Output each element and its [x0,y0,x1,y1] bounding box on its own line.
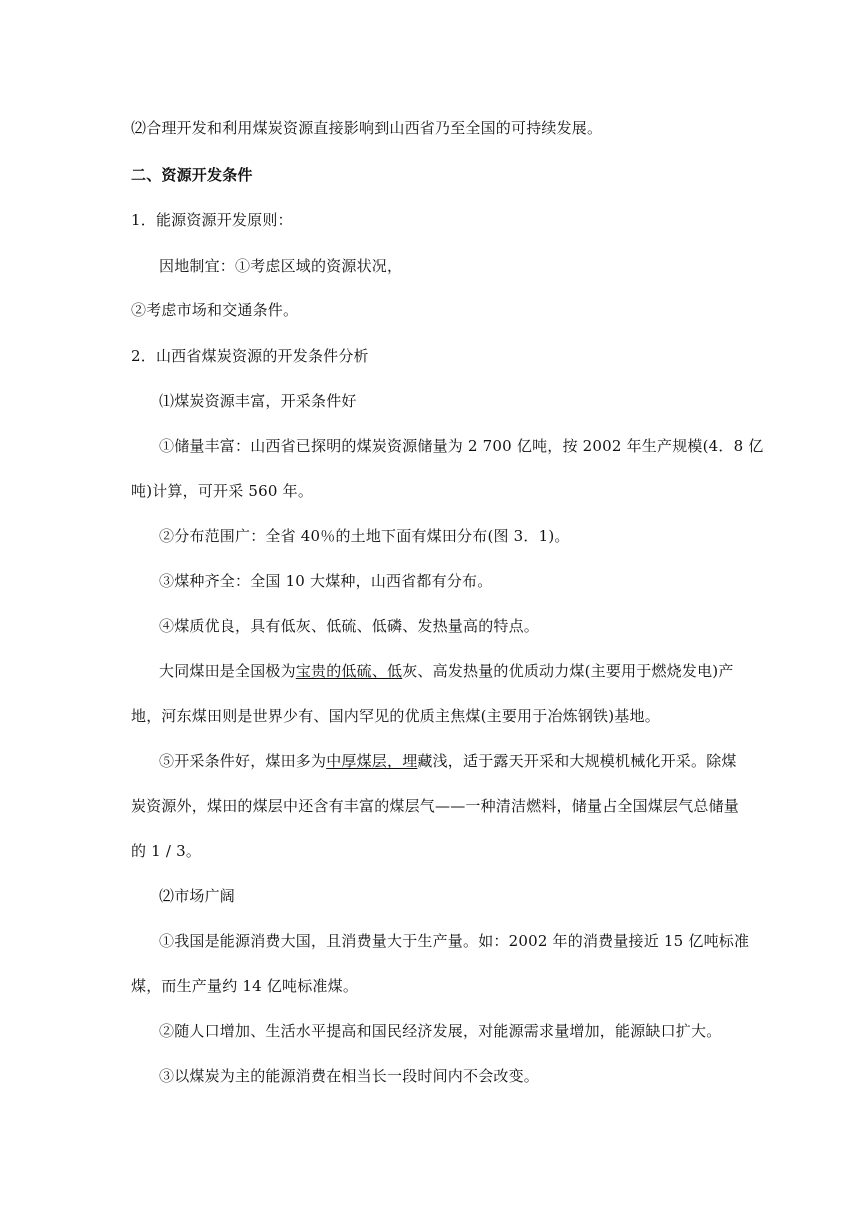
paragraph-consumption-2: 煤，而生产量约 14 亿吨标准煤。 [131,977,359,995]
datong-text-a: 大同煤田是全国极为 [159,662,296,680]
paragraph-coal-quality: ④煤质优良，具有低灰、低硫、低磷、发热量高的特点。 [159,617,540,635]
paragraph-mining-2: 炭资源外，煤田的煤层中还含有丰富的煤层气——一种清洁燃料，储量占全国煤层气总储量 [131,797,740,815]
paragraph-sustainable-development: ⑵合理开发和利用煤炭资源直接影响到山西省乃至全国的可持续发展。 [131,119,603,137]
datong-text-b: 灰、高发热量的优质动力煤(主要用于燃烧发电)产 [402,662,734,680]
paragraph-local-conditions: 因地制宜：①考虑区域的资源状况， [159,257,403,275]
point-broad-market: ⑵市场广阔 [159,887,236,905]
paragraph-mining-3: 的 1 / 3。 [131,842,202,860]
datong-underlined: 宝贵的低硫、低 [295,662,403,680]
paragraph-mining-1 [159,751,769,771]
paragraph-distribution: ②分布范围广：全省 40％的土地下面有煤田分布(图 3．1)。 [159,527,570,545]
subheading-shanxi-analysis: 2．山西省煤炭资源的开发条件分析 [131,347,369,365]
mining-text-a: ⑤开采条件好，煤田多为 [159,752,327,770]
paragraph-consumption-1: ①我国是能源消费大国，且消费量大于生产量。如：2002 年的消费量接近 15 亿吨标准 [159,932,750,950]
paragraph-coal-dominant: ③以煤炭为主的能源消费在相当长一段时间内不会改变。 [159,1067,540,1085]
mining-underlined: 中厚煤层，埋 [326,752,418,770]
paragraph-datong-2: 地，河东煤田则是世界少有、国内罕见的优质主焦煤(主要用于冶炼钢铁)基地。 [131,707,660,725]
paragraph-datong-1 [159,661,769,681]
subheading-principles: 1．能源资源开发原则： [131,211,293,229]
paragraph-demand-growth: ②随人口增加、生活水平提高和国民经济发展，对能源需求量增加，能源缺口扩大。 [159,1022,722,1040]
paragraph-reserves-1: ①储量丰富：山西省已探明的煤炭资源储量为 2 700 亿吨，按 2002 年生产规模(4．8 亿 [159,437,764,455]
paragraph-reserves-2: 吨)计算，可开采 560 年。 [131,482,314,500]
section-heading-development-conditions: 二、资源开发条件 [131,166,253,184]
mining-text-b: 藏浅，适于露天开采和大规模机械化开采。除煤 [417,752,737,770]
paragraph-coal-types: ③煤种齐全：全国 10 大煤种，山西省都有分布。 [159,572,493,590]
paragraph-market-transport: ②考虑市场和交通条件。 [131,301,299,319]
point-resource-rich: ⑴煤炭资源丰富，开采条件好 [159,392,357,410]
